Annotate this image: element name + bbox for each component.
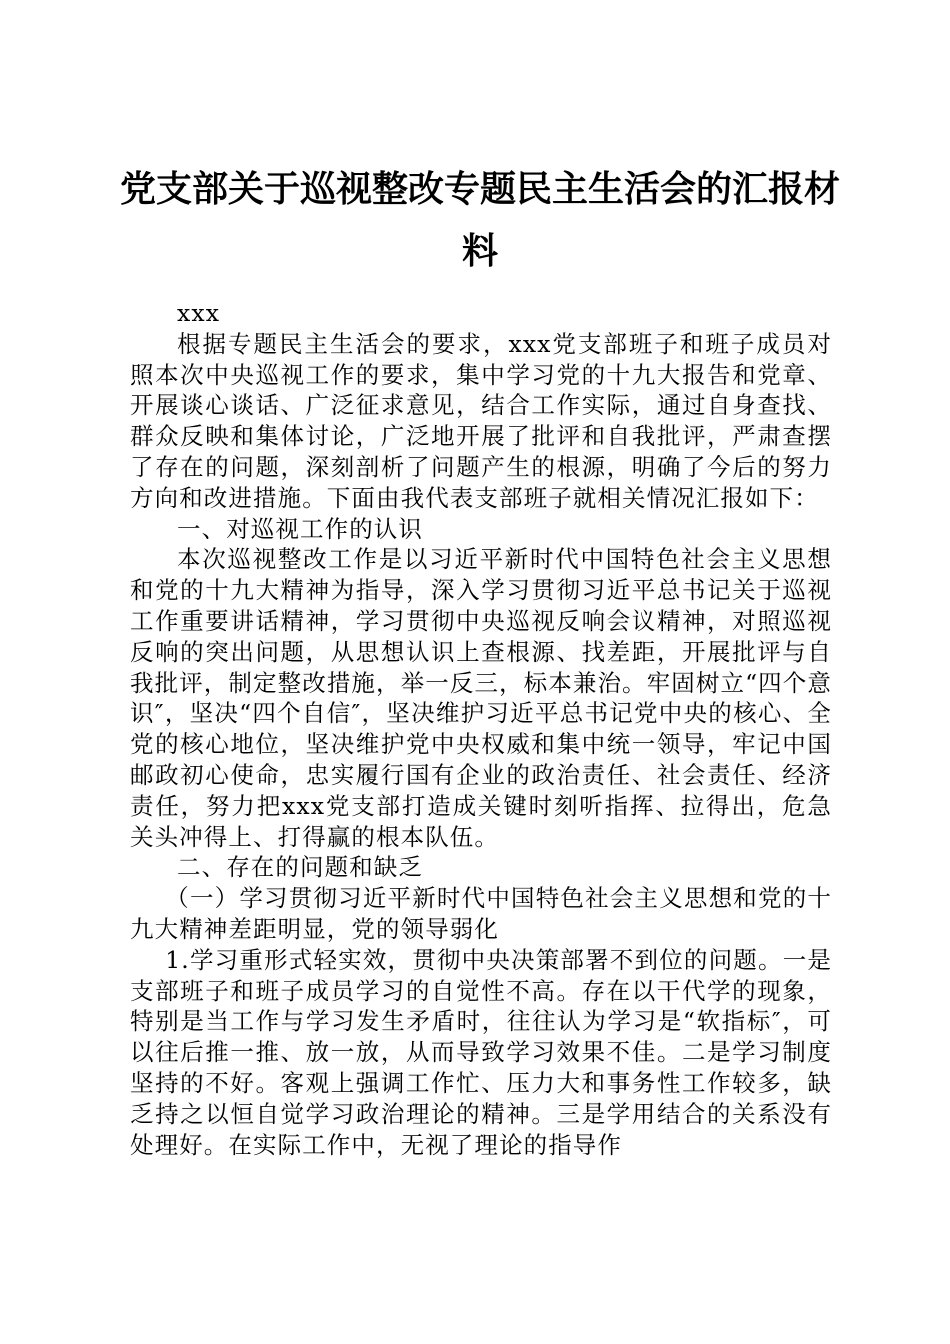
document-body <box>130 298 832 1160</box>
paragraph-section-1: 本次巡视整改工作是以习近平新时代中国特色社会主义思想和党的十九大精神为指导，深入学习贯彻习近平总书记关于巡视工作重要讲话精神，学习贯彻中央巡视反响会议精神，对照巡视反响的突出问题，从思想认识上查根源、找差距，开展批评与自我批评，制定整改措施，举一反三，标本兼治。牢固树立“四个意识″，坚决“四个自信″，坚决维护习近平总书记党中央的核心、全党的核心地位，坚决维护党中央权威和集中统一领导，牢记中国邮政初心使命，忠实履行国有企业的政治责任、社会责任、经济责任，努力把xxx党支部打造成关键时刻听指挥、拉得出，危急关头冲得上、打得赢的根本队伍。 <box>130 545 832 851</box>
heading-section-1: 一、对巡视工作的认识 <box>177 514 423 543</box>
paragraph-2-1-1: 1.学习重形式轻实效，贯彻中央决策部署不到位的问题。一是支部班子和班子成员学习的自觉性不高。存在以干代学的现象，特别是当工作与学习发生矛盾时，往往认为学习是“软指标″，可以往后推一推、放一放，从而导致学习效果不佳。二是学习制度坚持的不好。客观上强调工作忙、压力大和事务性工作较多，缺乏持之以恒自觉学习政治理论的精神。三是学用结合的关系没有处理好。在实际工作中，无视了理论的指导作 <box>130 945 832 1159</box>
paragraph-intro: 根据专题民主生活会的要求，xxx党支部班子和班子成员对照本次中央巡视工作的要求，集中学习党的十九大报告和党章、开展谈心谈话、广泛征求意见，结合工作实际，通过自身查找、群众反映和集体讨论，广泛地开展了批评和自我批评，严肃查摆了存在的问题，深刻剖析了问题产生的根源，明确了今后的努力方向和改进措施。下面由我代表支部班子就相关情况汇报如下： <box>130 329 832 512</box>
heading-section-2: 二、存在的问题和缺乏 <box>177 853 423 882</box>
author-line: xxx <box>177 299 221 327</box>
subheading-2-1: （一）学习贯彻习近平新时代中国特色社会主义思想和党的十九大精神差距明显，党的领导弱化 <box>130 884 832 943</box>
document-title: 党支部关于巡视整改专题民主生活会的汇报材料 <box>120 168 841 272</box>
